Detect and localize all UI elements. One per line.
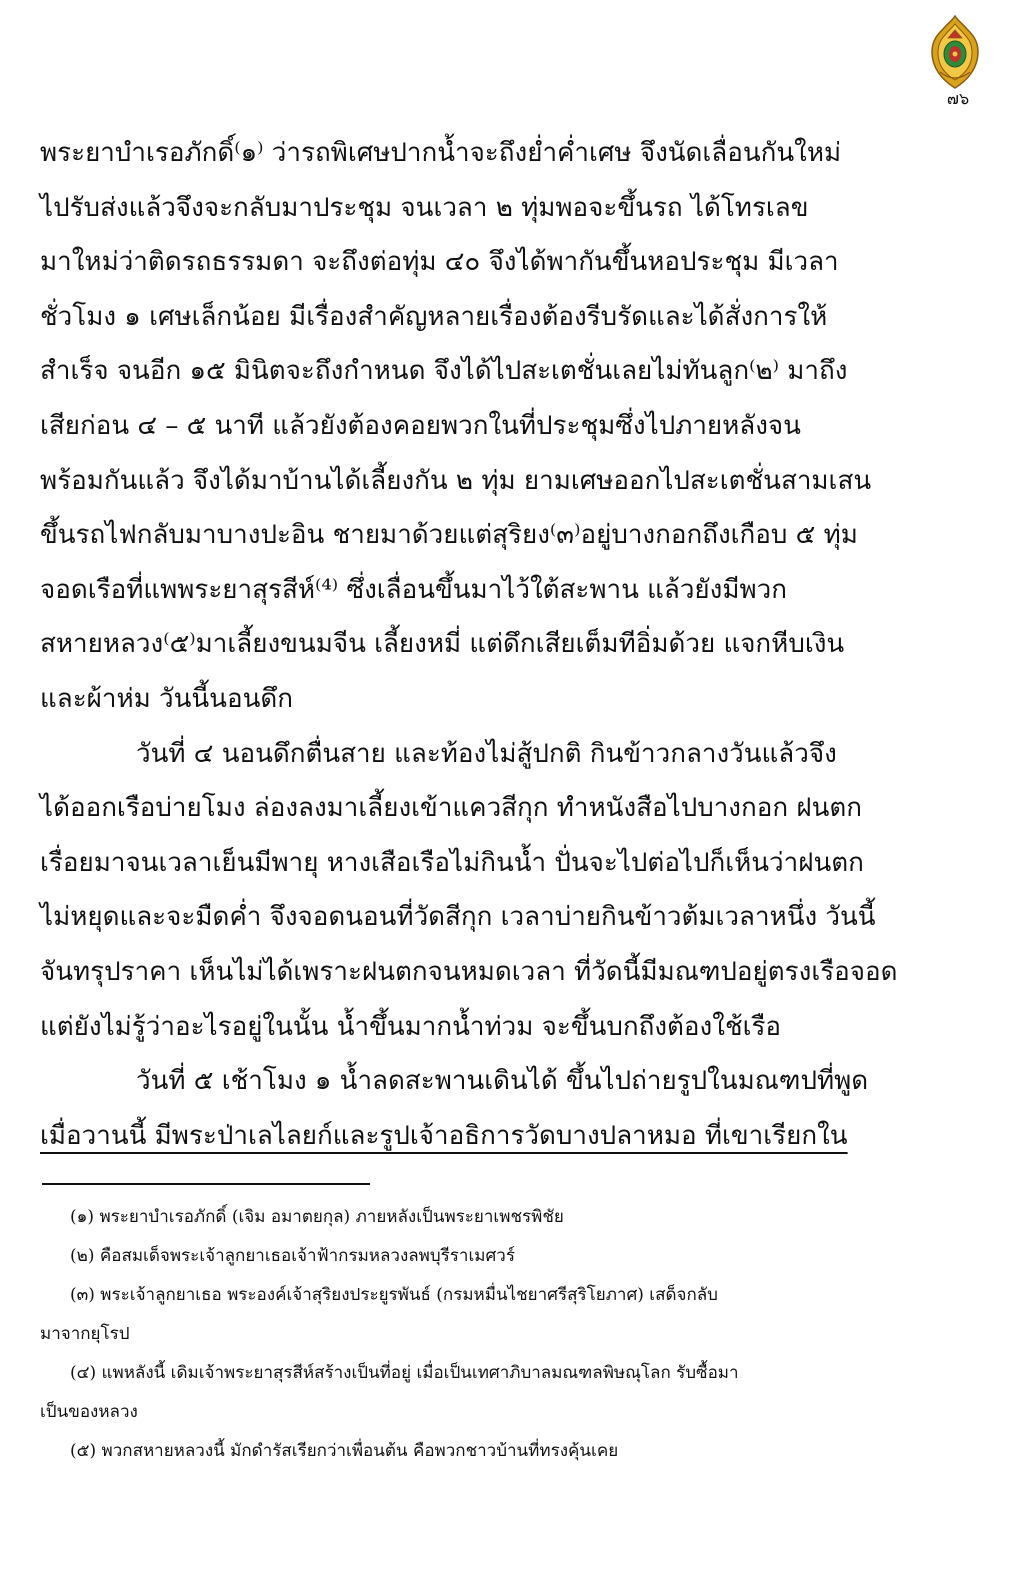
body-line: จอดเรือที่แพพระยาสุรสีห์⁽⁴⁾ ซึ่งเลื่อนขึ้นมาไว้ใต้สะพาน แล้วยังมีพวก — [40, 574, 787, 605]
body-line: เมื่อวานนี้ มีพระป่าเลไลยก์และรูปเจ้าอธิการวัดบางปลาหมอ ที่เขาเรียกใน — [40, 1120, 848, 1151]
footnote-line: (๒) คือสมเด็จพระเจ้าลูกยาเธอเจ้าฟ้ากรมหลวงลพบุรีราเมศวร์ — [70, 1246, 515, 1266]
body-line: ได้ออกเรือบ่ายโมง ล่องลงมาเลี้ยงเข้าแควสีกุก ทำหนังสือไปบางกอก ฝนตก — [40, 793, 862, 824]
footnotes — [40, 1198, 980, 1471]
body-line: ชั่วโมง ๑ เศษเล็กน้อย มีเรื่องสำคัญหลายเรื่องต้องรีบรัดและได้สั่งการให้ — [40, 301, 828, 332]
body-line: และผ้าห่ม วันนี้นอนดึก — [40, 683, 293, 714]
footnote-line: (๕) พวกสหายหลวงนี้ มักดำรัสเรียกว่าเพื่อนต้น คือพวกชาวบ้านที่ทรงคุ้นเคย — [70, 1441, 619, 1461]
body-line: เรื่อยมาจนเวลาเย็นมีพายุ หางเสือเรือไม่กินน้ำ ปั่นจะไปต่อไปก็เห็นว่าฝนตก — [40, 847, 864, 878]
body-line: ไม่หยุดและจะมืดค่ำ จึงจอดนอนที่วัดสีกุก เวลาบ่ายกินข้าวต้มเวลาหนึ่ง วันนี้ — [40, 902, 876, 933]
body-line: แต่ยังไม่รู้ว่าอะไรอยู่ในนั้น น้ำขึ้นมากน้ำท่วม จะขึ้นบกถึงต้องใช้เรือ — [40, 1011, 782, 1042]
page-number: ๗๖ — [946, 89, 970, 108]
body-line: จันทรุปราคา เห็นไม่ได้เพราะฝนตกจนหมดเวลา ที่วัดนี้มีมณฑปอยู่ตรงเรือจอด — [40, 956, 898, 987]
body-line: เสียก่อน ๔ – ๕ นาที แล้วยังต้องคอยพวกในที่ประชุมซึ่งไปภายหลังจน — [40, 410, 801, 441]
footnote-line: มาจากยุโรป — [40, 1324, 130, 1344]
body-line: ขึ้นรถไฟกลับมาบางปะอิน ชายมาด้วยแต่สุริยง⁽๓⁾อยู่บางกอกถึงเกือบ ๕ ทุ่ม — [40, 520, 858, 551]
footnote-line: (๔) แพหลังนี้ เดิมเจ้าพระยาสุรสีห์สร้างเป็นที่อยู่ เมื่อเป็นเทศาภิบาลมณฑลพิษณุโลก รับซื้อมา — [70, 1363, 739, 1383]
body-line: พร้อมกันแล้ว จึงได้มาบ้านได้เลี้ยงกัน ๒ ทุ่ม ยามเศษออกไปสะเตชั่นสามเสน — [40, 465, 872, 496]
footnote-line: (๓) พระเจ้าลูกยาเธอ พระองค์เจ้าสุริยงประยูรพันธ์ (กรมหมื่นไชยาศรีสุริโยภาศ) เสด็จกลับ — [70, 1285, 718, 1305]
body-line: ไปรับส่งแล้วจึงจะกลับมาประชุม จนเวลา ๒ ทุ่มพอจะขึ้นรถ ได้โทรเลข — [40, 192, 809, 223]
footnote-divider — [42, 1183, 370, 1185]
body-line: สำเร็จ จนอีก ๑๕ มินิตจะถึงกำหนด จึงได้ไปสะเตชั่นเลยไม่ทันลูก⁽๒⁾ มาถึง — [40, 356, 848, 387]
footnote-line: เป็นของหลวง — [40, 1402, 138, 1422]
paragraph-start-line: วันที่ ๔ นอนดึกตื่นสาย และท้องไม่สู้ปกติ กินข้าวกลางวันแล้วจึง — [136, 738, 837, 769]
body-line: พระยาบำเรอภักดิ์⁽๑⁾ ว่ารถพิเศษปากน้ำจะถึงย่ำค่ำเศษ จึงนัดเลื่อนกันใหม่ — [40, 138, 842, 168]
footnote-line: (๑) พระยาบำเรอภักดิ์ (เจิม อมาตยกุล) ภายหลังเป็นพระยาเพชรพิชัย — [70, 1207, 564, 1227]
body-text — [40, 126, 980, 1163]
body-line: มาใหม่ว่าติดรถธรรมดา จะถึงต่อทุ่ม ๔๐ จึงได้พากันขึ้นหอประชุม มีเวลา — [40, 247, 839, 278]
body-line: สหายหลวง⁽๕⁾มาเลี้ยงขนมจีน เลี้ยงหมี่ แต่ดึกเสียเต็มทีอิ่มด้วย แจกหีบเงิน — [40, 629, 845, 660]
royal-seal-emblem-icon — [926, 14, 984, 92]
paragraph-start-line: วันที่ ๕ เช้าโมง ๑ น้ำลดสะพานเดินได้ ขึ้นไปถ่ายรูปในมณฑปที่พูด — [136, 1066, 869, 1097]
